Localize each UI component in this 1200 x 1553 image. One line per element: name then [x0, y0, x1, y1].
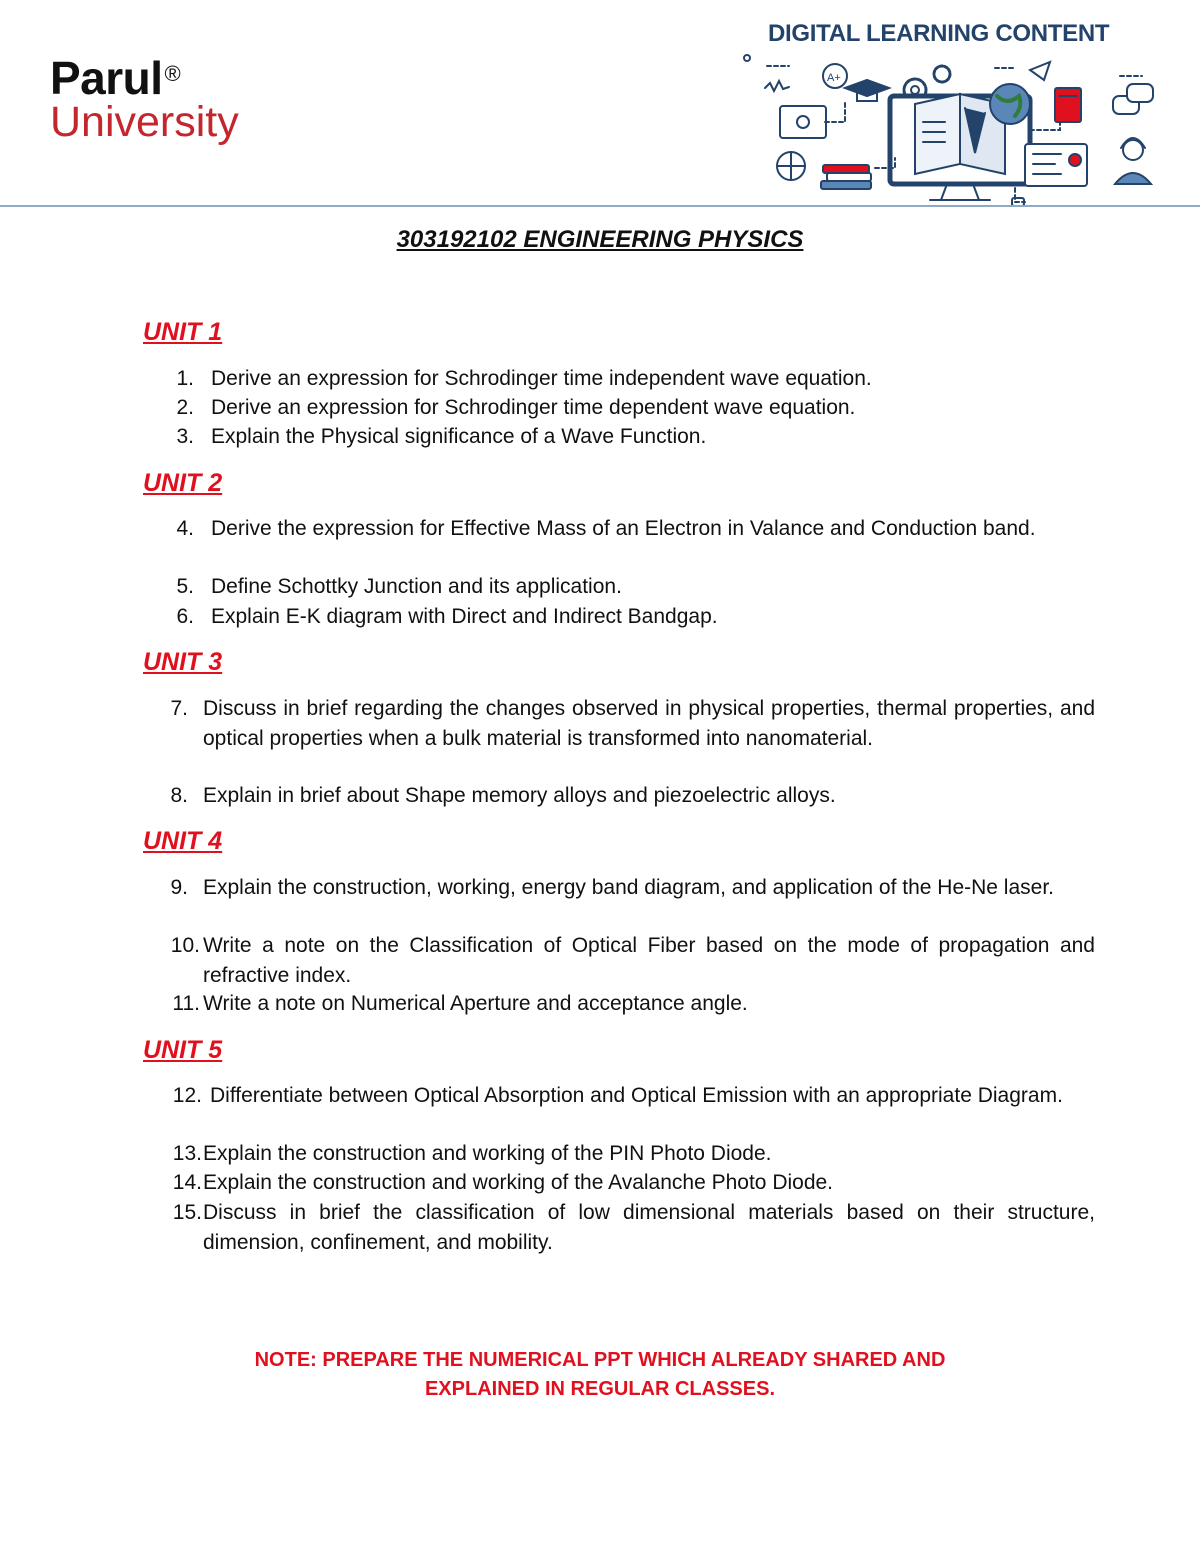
- question-text: Explain the construction and working of the PIN Photo Diode.: [203, 1142, 772, 1165]
- question-number: 2.: [176, 396, 194, 419]
- question-text: Explain the construction and working of the Avalanche Photo Diode.: [203, 1171, 834, 1194]
- question-number: 8.: [170, 784, 188, 807]
- question-number: 13.: [172, 1142, 202, 1165]
- question-number: 1.: [176, 367, 194, 390]
- note-line: EXPLAINED IN REGULAR CLASSES.: [424, 1378, 776, 1400]
- question-text: Explain the Physical significance of a Wave Function.: [211, 425, 707, 448]
- question-number: 4.: [176, 517, 194, 540]
- question-number: 3.: [176, 425, 194, 448]
- logo-subtitle: University: [50, 98, 239, 146]
- question-text: Derive an expression for Schrodinger time independent wave equation.: [211, 367, 872, 390]
- question-text: Discuss in brief the classification of low dimensional materials based on their structure, dimension, confinement, and mobility.: [203, 1201, 1095, 1254]
- question-number: 14.: [172, 1171, 202, 1194]
- question-number: 10.: [170, 934, 200, 957]
- question-text: Derive the expression for Effective Mass of an Electron in Valance and Conduction band.: [211, 517, 1036, 540]
- registered-mark: ®: [164, 61, 181, 86]
- question-number: 12.: [172, 1084, 202, 1107]
- question-text: Differentiate between Optical Absorption and Optical Emission with an appropriate Diagram.: [210, 1084, 1063, 1107]
- logo-name: Parul®: [50, 52, 181, 104]
- question-number: 11.: [172, 992, 200, 1015]
- banner-title: DIGITAL LEARNING CONTENT: [768, 20, 1110, 47]
- question-text: Explain the construction, working, energy band diagram, and application of the He-Ne laser.: [203, 876, 1054, 899]
- university-logo: [50, 52, 239, 146]
- page-header: [0, 0, 1200, 206]
- page-title: 303192102 ENGINEERING PHYSICS: [396, 226, 804, 253]
- svg-text:A+: A+: [827, 72, 841, 84]
- question-number: 6.: [176, 605, 194, 628]
- question-text: Define Schottky Junction and its application.: [211, 575, 622, 598]
- footer-note: [0, 1346, 1200, 1404]
- question-number: 7.: [170, 697, 188, 720]
- question-text: Derive an expression for Schrodinger time dependent wave equation.: [211, 396, 856, 419]
- question-text: Discuss in brief regarding the changes observed in physical properties, thermal properties, and optical properties when a bulk material is transformed into nanomaterial.: [203, 697, 1095, 750]
- question-number: 5.: [176, 575, 194, 598]
- question-text: Write a note on Numerical Aperture and acceptance angle.: [203, 992, 748, 1015]
- unit-heading: UNIT 2: [143, 469, 223, 497]
- digital-learning-illustration-icon: [725, 48, 1155, 206]
- header-divider: [0, 205, 1200, 207]
- unit-heading: UNIT 1: [143, 318, 223, 346]
- question-text: Explain E-K diagram with Direct and Indirect Bandgap.: [211, 605, 718, 628]
- question-number: 15.: [172, 1201, 202, 1224]
- question-text: Explain in brief about Shape memory alloys and piezoelectric alloys.: [203, 784, 836, 807]
- question-text: Write a note on the Classification of Optical Fiber based on the mode of propagation and refractive index.: [203, 934, 1095, 987]
- unit-heading: UNIT 3: [143, 648, 223, 676]
- unit-heading: UNIT 5: [143, 1036, 223, 1064]
- note-line: NOTE: PREPARE THE NUMERICAL PPT WHICH ALREADY SHARED AND: [254, 1349, 946, 1371]
- unit-heading: UNIT 4: [143, 827, 223, 855]
- question-number: 9.: [170, 876, 188, 899]
